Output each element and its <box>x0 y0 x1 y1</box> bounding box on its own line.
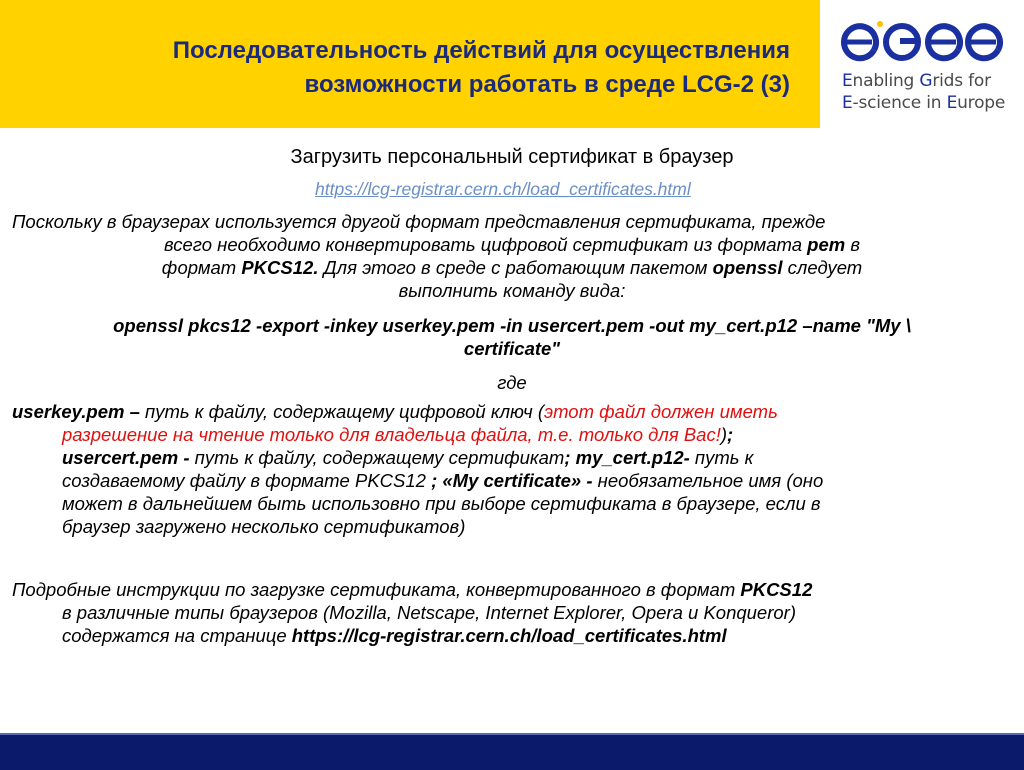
logo-tagline: Enabling Grids for E-science in Europe <box>842 71 1006 113</box>
paragraph-instructions: Подробные инструкции по загрузке сертификата, конвертированного в формат PKCS12 в различные типы браузеров (Mozilla, Netscape, Internet Explorer, Opera и Konqueror) содержатся на странице https://lcg-registrar.cern.ch/load_certificates.html <box>12 579 813 646</box>
where-label: где <box>497 372 527 393</box>
section-heading: Загрузить персональный сертификат в браузер <box>290 146 734 168</box>
paragraph-file-descriptions: userkey.pem – путь к файлу, содержащему цифровой ключ (этот файл должен иметь разрешение на чтение только для владельца файла, т.е. только для Вас!); usercert.pem - путь к файлу, содержащему сертификат; my_cert.p12- путь к создаваемому файлу в формате PKCS12 ; «My certificate» - необязательное имя (оно может в дальнейшем быть использовно при выборе сертификата в браузере, если в браузер загружено несколько сертификатов) <box>12 401 824 537</box>
footer-bar <box>0 733 1024 770</box>
egee-logo <box>820 0 1024 128</box>
slide-title <box>30 34 790 102</box>
egee-wordmark <box>840 20 1004 64</box>
title-line-1: Последовательность действий для осуществления <box>172 37 790 64</box>
instructions-link[interactable]: https://lcg-registrar.cern.ch/load_certificates.html <box>291 625 727 646</box>
certificates-link[interactable]: https://lcg-registrar.cern.ch/load_certificates.html <box>315 179 691 199</box>
title-line-2: возможности работать в среде LCG-2 (3) <box>304 71 790 98</box>
openssl-command: openssl pkcs12 -export -inkey userkey.pem -in usercert.pem -out my_cert.p12 –name "My \ certificate" <box>113 315 911 359</box>
header-banner <box>0 0 820 128</box>
paragraph-conversion: Поскольку в браузерах используется другой формат представления сертификата, прежде всего необходимо конвертировать цифровой сертификат из формата pem в формат PKCS12. Для этого в среде с работающим пакетом openssl следует выполнить команду вида: <box>12 211 863 301</box>
